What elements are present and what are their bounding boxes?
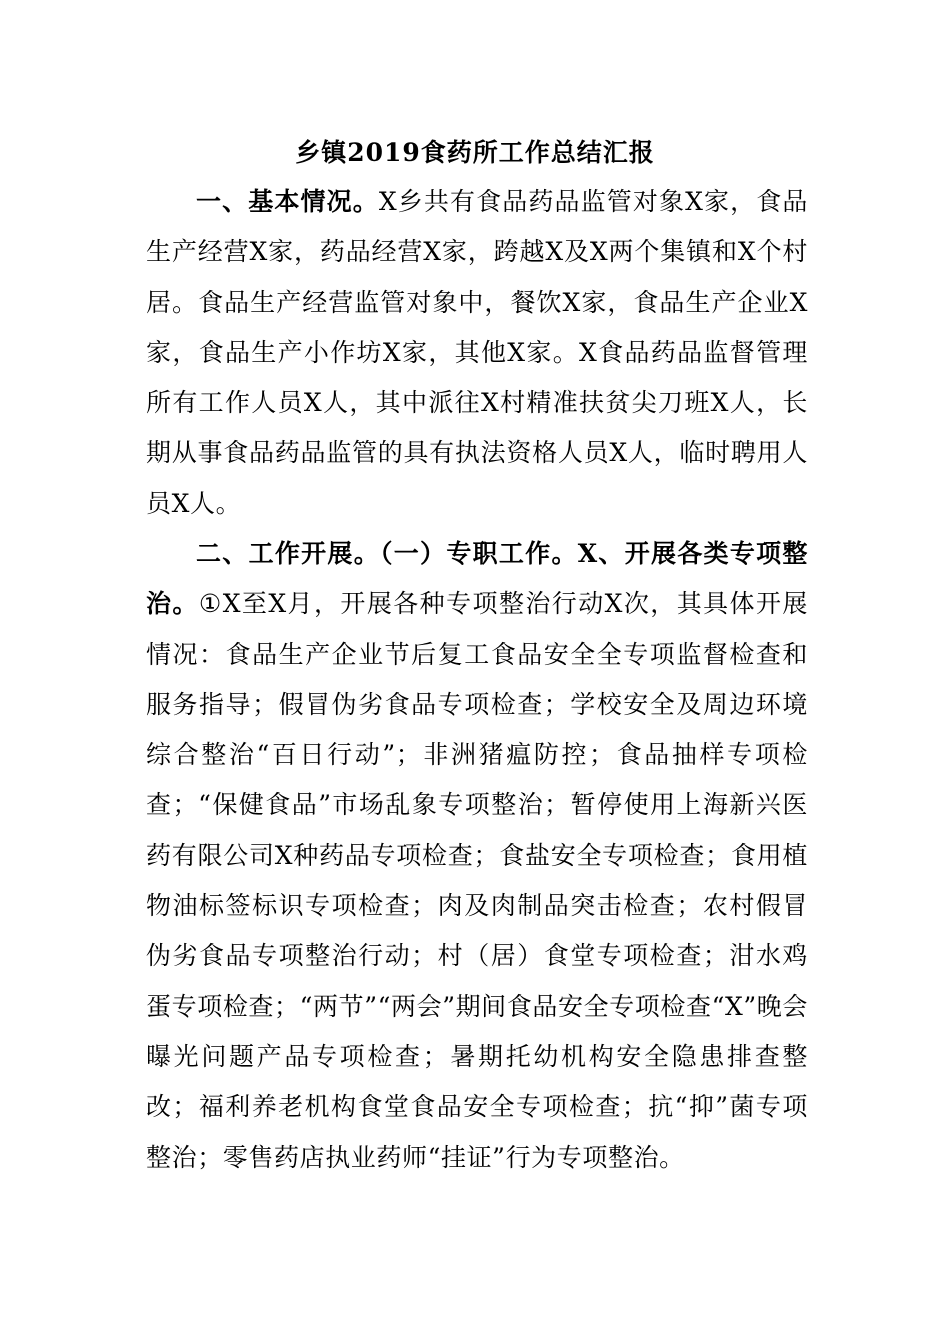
document-title: 乡镇2019食药所工作总结汇报 xyxy=(295,138,655,167)
paragraph-basic-situation xyxy=(146,177,808,529)
paragraph-body: ①X至X月，开展各种专项整治行动X次，其具体开展情况：食品生产企业节后复工食品安全全专项监督检查和服务指导；假冒伪劣食品专项检查；学校安全及周边环境综合整治“百日行动”；非洲猪瘟防控；食品抽样专项检查；“保健食品”市场乱象专项整治；暂停使用上海新兴医药有限公司X种药品专项检查；食盐安全专项检查；食用植物油标签标识专项检查；肉及肉制品突击检查；农村假冒伪劣食品专项整治行动；村（居）食堂专项检查；泔水鸡蛋专项检查；“两节”“两会”期间食品安全专项检查“X”晚会曝光问题产品专项检查；暑期托幼机构安全隐患排查整改；福利养老机构食堂食品安全专项检查；抗“抑”菌专项整治；零售药店执业药师“挂证”行为专项整治。 xyxy=(146,589,808,1172)
paragraph-heading: 二、工作开展。（一）专职工作。X、开展各类专项整治。 xyxy=(146,539,808,619)
paragraph-work-progress xyxy=(146,529,808,1183)
paragraph-heading: 一、基本情况。 xyxy=(196,187,379,216)
paragraph-body: X乡共有食品药品监管对象X家，食品生产经营X家，药品经营X家，跨越X及X两个集镇和X个村居。食品生产经营监管对象中，餐饮X家，食品生产企业X家，食品生产小作坊X家，其他X家。X食品药品监督管理所有工作人员X人，其中派往X村精准扶贫尖刀班X人，长期从事食品药品监管的具有执法资格人员X人，临时聘用人员X人。 xyxy=(146,187,809,518)
